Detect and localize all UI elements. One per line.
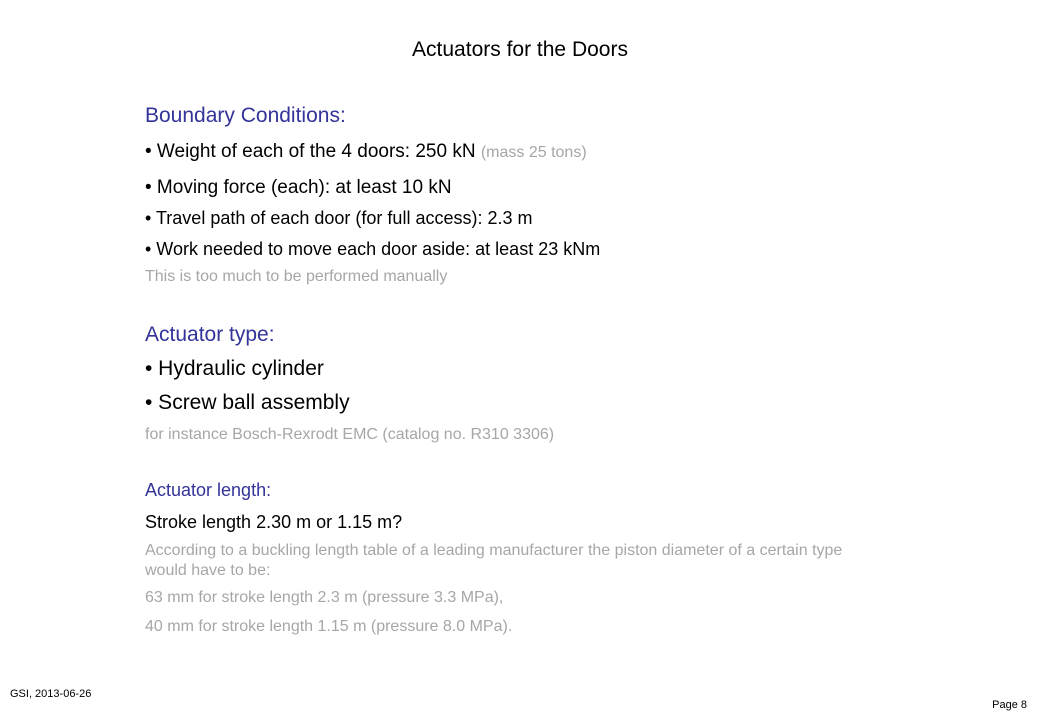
boundary-item-force: • Moving force (each): at least 10 kN (145, 177, 452, 198)
boundary-item-work: • Work needed to move each door aside: at least 23 kNm (145, 239, 601, 259)
actuator-type-item-screw: • Screw ball assembly (145, 391, 350, 414)
actuator-length-heading: Actuator length: (145, 480, 272, 500)
buckling-note: According to a buckling length table of a leading manufacturer the piston diameter of a certain type would have to be: (145, 542, 843, 579)
mass-note: (mass 25 tons) (480, 144, 587, 161)
footer-date: GSI, 2013-06-26 (10, 688, 92, 700)
boundary-item-travel: • Travel path of each door (for full access): 2.3 m (145, 208, 533, 228)
boundary-item-weight-text: • Weight of each of the 4 doors: 250 kN (145, 141, 476, 162)
boundary-heading: Boundary Conditions: (145, 104, 346, 127)
stroke-length-question: Stroke length 2.30 m or 1.15 m? (145, 512, 403, 532)
actuator-type-heading: Actuator type: (145, 323, 275, 346)
actuator-type-item-hydraulic: • Hydraulic cylinder (145, 357, 324, 380)
page-number: Page 8 (992, 699, 1027, 711)
page-title: Actuators for the Doors (412, 38, 628, 61)
piston-40mm-note: 40 mm for stroke length 1.15 m (pressure 8.0 MPa). (145, 618, 513, 635)
actuator-type-note: for instance Bosch-Rexrodt EMC (catalog no. R310 3306) (145, 426, 555, 443)
boundary-footnote: This is too much to be performed manually (145, 268, 448, 285)
boundary-item-weight (145, 141, 587, 163)
piston-63mm-note: 63 mm for stroke length 2.3 m (pressure 3.3 MPa), (145, 589, 504, 606)
